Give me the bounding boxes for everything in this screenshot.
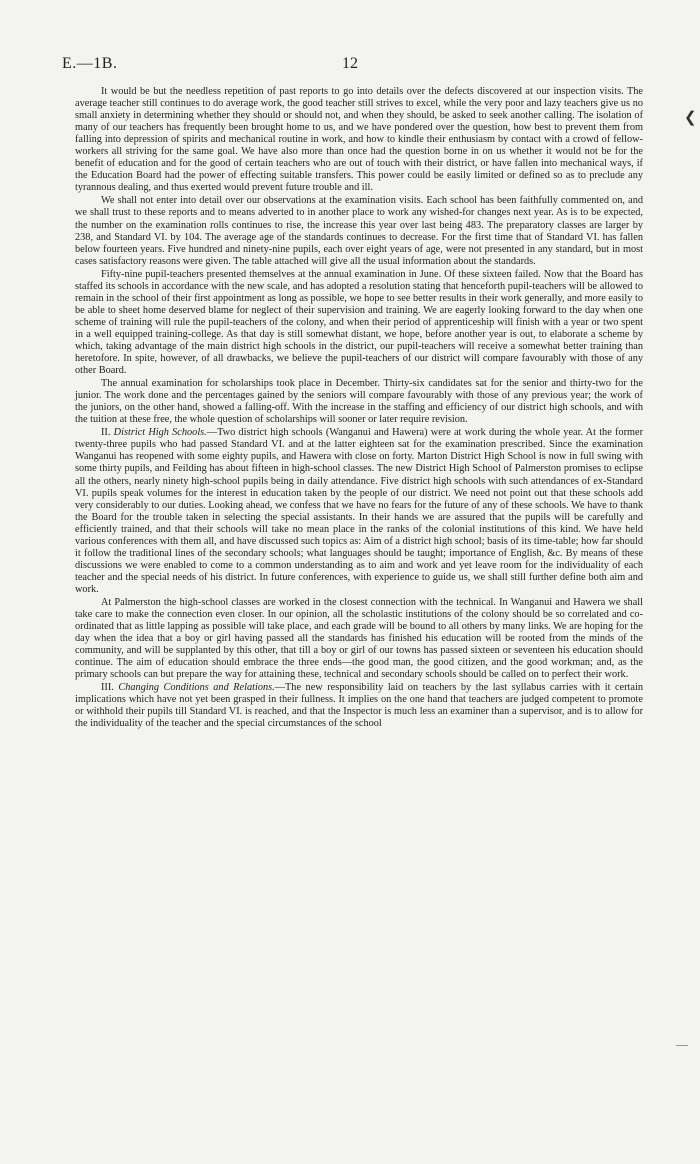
document-body — [75, 86, 643, 731]
margin-mark: ❮ — [684, 110, 697, 126]
paragraph-palmerston: At Palmerston the high-school classes are worked in the closest connection with the technical. In Wanganui and Hawera we shall take care to make the connection even closer. In our opinion, all the scholastic institutions of the colony should be so correlated and co-ordinated that as little lapping as possible will take place, and each grade will be bound to all others by many links. We are hoping for the day when the idea that a boy or girl having passed all the standards has finished his education will be rooted from the minds of the community, and will be supplanted by this other, that till a boy or girl of our towns has passed sixteen or seventeen his education should continue. The aim of education should embrace the three ends—the good man, the good citizen, and the good workman; and, as the primary schools can but prepare the way for attaining these, technical and secondary schools should be called on to perfect their work. — [75, 596, 643, 681]
margin-mark: — — [676, 1037, 688, 1051]
page-header — [62, 55, 642, 75]
section-district-high-schools — [75, 427, 643, 596]
paragraph-inspection-visits: It would be but the needless repetition of past reports to go into details over the defects discovered at our inspection visits. The average teacher still continues to do average work, the good teacher still strives to excel, while the very poor and lazy teachers give us no small anxiety in determining whether they should or should not, and when they should, be asked to seek another calling. The isolation of many of our teachers has frequently been brought home to us, and we have pondered over the question, how best to prevent them from falling into depression of spirits and mechanical routine in work, and how to kindle their enthusiasm by contact with a crowd of fellow-workers all striving for the same goal. We have also more than once had the question borne in on us whether it would not be for the benefit of education and for the good of certain teachers who are out of touch with their district, or have fallen into mechanical ways, if the Education Board had the power of effecting suitable transfers. This power could be easily limited or defined so as to preclude any tyrannous dealing, and thus exerted would prevent future trouble and ill. — [75, 86, 643, 194]
report-reference: E.—1B. — [62, 55, 118, 72]
section-text: —Two district high schools (Wanganui and Hawera) were at work during the whole year. At the former twenty-three pupils who had passed Standard VI. and at the latter eighteen sat for the examination prescribed. Since the examination Wanganui has reopened with some eighty pupils, and Hawera with close on forty. Marton District High School is now in full swing with some thirty pupils, and Feilding has about fifteen in high-school classes. The new District High School of Palmerston promises to eclipse all the others, nearly ninety high-school pupils being in daily attendance. Five district high schools with such attendances of ex-Standard VI. pupils speak volumes for the interest in education taken by the people of our district. We need not point out that these schools add very considerably to our duties. Looking ahead, we confess that we have no fears for the future of any of these schools. We have to thank the Board for the trouble taken in selecting the special assistants. In their hands we are assured that the pupils will be carefully and efficiently trained, and that their schools will take no mean place in the ranks of the colonial institutions of this kind. We have held various conferences with them all, and have discussed such topics as: Aim of a district high school; basis of its time-table; how far should it follow the traditional lines of the secondary schools; what languages should be taught; importance of English, &c. By means of these discussions we were enabled to come to a common understanding as to aim and work and yet leave room for the individuality of each teacher and the special needs of his district. In future conferences, with experience to guide us, we shall still further define both aim and work. — [75, 427, 644, 595]
paragraph-examination-visits: We shall not enter into detail over our observations at the examination visits. Each school has been faithfully commented on, and we shall trust to these reports and to means adverted to in another place to work any wished-for changes next year. As is to be expected, the number on the examination rolls continues to rise, the increase this year over last being 483. The preparatory classes are larger by 238, and Standard VI. by 104. The average age of the standards continues to decrease. For the first time that of Standard VI. has fallen below fourteen years. Five hundred and ninety-nine pupils, each over eight years of age, were not presented in any standard, but in most cases satisfactory reasons were given. The table attached will give all the usual information about the standards. — [75, 195, 643, 267]
section-number: III. — [101, 682, 119, 694]
section-heading: District High Schools. — [113, 427, 207, 439]
section-changing-conditions — [75, 682, 643, 730]
section-text: —The new responsibility laid on teachers by the last syllabus carries with it certain implications which have not yet been grasped in their fullness. It implies on the one hand that teachers are judged competent to promote or withhold their pupils till Standard VI. is reached, and that the Inspector is much less an examiner than a supervisor, and is to allow for the individuality of the teacher and the special circumstances of the school — [75, 682, 643, 730]
section-number: II. — [101, 427, 114, 439]
section-heading: Changing Conditions and Relations. — [118, 682, 275, 694]
page-number: 12 — [342, 55, 358, 72]
paragraph-pupil-teachers: Fifty-nine pupil-teachers presented themselves at the annual examination in June. Of these sixteen failed. Now that the Board has staffed its schools in accordance with the new scale, and has adopted a resolution stating that henceforth pupil-teachers will be allowed to remain in the school of their first appointment as long as possible, we hope to see better results in their work generally, and more easily to be able to sheet home deserved blame for neglect of their supervision and training. We are eagerly looking forward to the day when one scheme of training will rule the pupil-teachers of the colony, and when their period of apprenticeship will finish with a year or two spent in a well equipped training-college. As that day is still somewhat distant, we hope, before another year is out, to elaborate a scheme by which, taking advantage of the main district high schools in the district, our pupil-teachers will receive a somewhat better training than heretofore. In spite, however, of all drawbacks, we believe the pupil-teachers of our district will compare favourably with those of any other Board. — [75, 268, 643, 377]
paragraph-scholarships: The annual examination for scholarships took place in December. Thirty-six candidates sat for the senior and thirty-two for the junior. The work done and the percentages gained by the seniors will compare favourably with those of any previous year; the work of the juniors, on the other hand, showed a falling-off. With the increase in the staffing and efficiency of our district high schools, and with the tuition at these free, the whole question of scholarships will sooner or later require revision. — [75, 378, 643, 426]
